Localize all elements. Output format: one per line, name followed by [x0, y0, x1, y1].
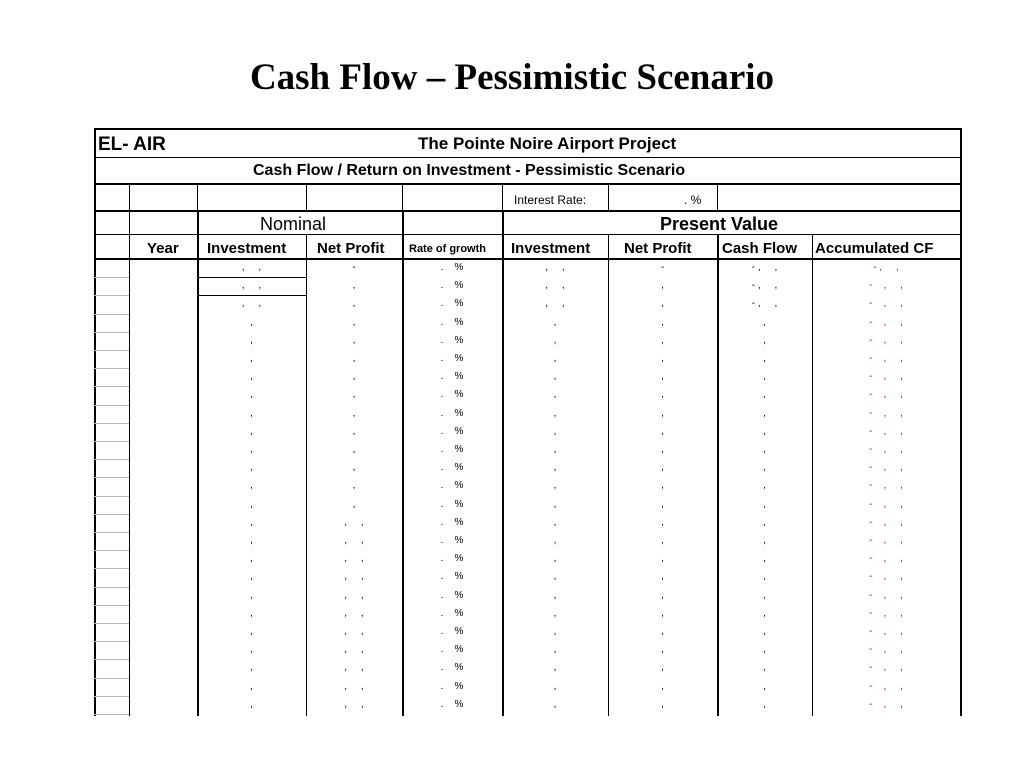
row-divider — [94, 659, 129, 660]
cell-accumulated-cf: - , , — [869, 371, 903, 383]
cell-cash-flow: , — [763, 607, 766, 619]
row-divider — [94, 641, 129, 642]
grid-line — [94, 183, 961, 185]
cell-pv-net-profit: , — [661, 480, 664, 492]
group-header-present-value: Present Value — [660, 214, 779, 234]
cell-investment: , — [250, 371, 253, 383]
cell-cash-flow: , — [763, 498, 766, 510]
cell-investment: , — [250, 425, 253, 437]
cell-pv-net-profit: , — [661, 571, 664, 583]
cell-accumulated-cf: - , , — [869, 626, 903, 637]
cell-accumulated-cf: - , , — [869, 698, 903, 710]
row-divider — [94, 423, 129, 424]
cell-year — [129, 405, 197, 423]
cell-pv-net-profit: , — [661, 535, 664, 546]
cell-year — [129, 459, 197, 477]
row-divider — [94, 477, 129, 478]
cell-year — [129, 332, 197, 350]
row-divider — [94, 550, 129, 551]
cell-cash-flow: , — [763, 353, 766, 364]
cell-pv-net-profit: , — [661, 407, 664, 419]
interest-rate-value: . % — [684, 193, 702, 207]
cell-rate: . % — [440, 698, 464, 710]
cell-net-profit: , — [352, 334, 356, 346]
investment-underline — [197, 277, 306, 278]
cell-accumulated-cf: - , , — [869, 462, 903, 474]
cell-pv-investment: , , — [545, 262, 565, 273]
cell-rate: . % — [440, 444, 464, 455]
cell-investment: , — [250, 607, 253, 619]
cell-rate: . % — [440, 589, 464, 601]
cell-accumulated-cf: - , , — [869, 389, 903, 401]
cell-net-profit: , — [352, 444, 356, 455]
cell-rate: . % — [440, 607, 464, 619]
cell-year — [129, 314, 197, 332]
cell-net-profit: , , — [344, 535, 364, 546]
cell-pv-net-profit: , — [661, 462, 664, 474]
cell-pv-net-profit: , — [661, 334, 664, 346]
cell-investment: , — [250, 498, 253, 510]
cell-net-profit: , — [352, 407, 356, 419]
cell-pv-investment: , — [553, 553, 557, 565]
grid-line — [197, 184, 198, 211]
slide-title: Cash Flow – Pessimistic Scenario — [249, 57, 775, 98]
cell-investment: , — [250, 516, 253, 528]
cell-net-profit: , , — [344, 644, 364, 656]
cell-rate: . % — [440, 498, 464, 510]
cell-cash-flow: , — [763, 698, 766, 710]
cell-accumulated-cf: - , , — [869, 535, 903, 546]
cell-year — [129, 587, 197, 605]
col-header-rate-of-growth: Rate of growth — [409, 243, 486, 255]
row-divider — [94, 623, 129, 624]
cell-year — [129, 386, 197, 404]
cell-pv-net-profit: , — [661, 698, 664, 710]
cell-cash-flow: , — [763, 462, 766, 474]
cell-pv-net-profit: , — [661, 425, 664, 437]
grid-line — [129, 184, 130, 211]
cell-rate: . % — [440, 662, 464, 674]
cell-investment: , — [250, 680, 253, 692]
cell-cash-flow: , — [763, 644, 766, 656]
cell-pv-investment: , — [553, 698, 557, 710]
cell-rate: . % — [440, 462, 464, 474]
cell-net-profit: , — [352, 480, 356, 492]
cell-pv-investment: , — [553, 444, 557, 455]
row-divider — [94, 332, 129, 333]
cell-accumulated-cf: - , , — [869, 444, 903, 455]
cell-net-profit: , — [352, 371, 356, 383]
row-divider — [94, 496, 129, 497]
cell-pv-investment: , — [553, 353, 557, 364]
cell-rate: . % — [440, 298, 464, 310]
col-header-net-profit: Net Profit — [317, 240, 385, 257]
cell-net-profit: , , — [344, 680, 364, 692]
cell-rate: . % — [440, 280, 464, 292]
cell-investment: , , — [241, 262, 262, 273]
col-header-year: Year — [147, 240, 179, 257]
cell-year — [129, 423, 197, 441]
grid-line — [402, 184, 403, 211]
cell-accumulated-cf: - , , — [869, 607, 903, 619]
cell-net-profit: , , — [344, 553, 364, 565]
cell-pv-investment: , — [553, 334, 557, 346]
cell-pv-net-profit: , — [661, 316, 664, 328]
cell-accumulated-cf: - , , — [869, 407, 903, 419]
cell-cash-flow: , — [763, 571, 766, 583]
row-divider — [94, 714, 129, 715]
cell-cash-flow: , — [763, 407, 766, 419]
cell-investment: , — [250, 316, 253, 328]
grid-line — [960, 258, 962, 716]
cell-pv-investment: , — [553, 626, 557, 637]
cell-rate: . % — [440, 480, 464, 492]
row-divider — [94, 277, 129, 278]
cash-flow-sheet — [94, 128, 961, 716]
cell-rate: . % — [440, 262, 464, 273]
grid-line — [94, 210, 961, 212]
cell-accumulated-cf: - , , — [869, 498, 903, 510]
cell-pv-net-profit: , — [661, 280, 664, 292]
grid-line — [717, 184, 718, 211]
cell-net-profit: , , — [344, 698, 364, 710]
sheet-subtitle: Cash Flow / Return on Investment - Pessimistic Scenario — [253, 162, 686, 179]
cell-pv-net-profit: , — [661, 607, 664, 619]
cell-accumulated-cf: - , , — [869, 571, 903, 583]
cell-cash-flow: , — [763, 480, 766, 492]
cell-accumulated-cf: - , , — [869, 516, 903, 528]
cell-year — [129, 550, 197, 568]
cell-rate: . % — [440, 316, 464, 328]
cell-pv-investment: , — [553, 462, 557, 474]
row-divider — [94, 459, 129, 460]
cell-pv-net-profit: , — [661, 444, 664, 455]
grid-line — [306, 184, 307, 211]
cell-pv-net-profit: - — [660, 262, 665, 273]
cell-pv-investment: , — [553, 407, 557, 419]
cell-investment: , — [250, 444, 253, 455]
cell-cash-flow: , — [763, 662, 766, 674]
grid-line — [960, 128, 962, 258]
cell-year — [129, 641, 197, 659]
cell-accumulated-cf: - , , — [869, 334, 903, 346]
cell-accumulated-cf: - , , — [869, 680, 903, 692]
cell-net-profit: , — [352, 280, 356, 292]
row-divider — [94, 405, 129, 406]
company-name: EL- AIR — [98, 134, 166, 155]
cell-investment: , — [250, 662, 253, 674]
cell-pv-investment: , — [553, 607, 557, 619]
cell-accumulated-cf: - , , — [869, 425, 903, 437]
cell-year — [129, 259, 197, 277]
cell-cash-flow: , — [763, 553, 766, 565]
cell-accumulated-cf: - , , — [869, 316, 903, 328]
row-divider — [94, 532, 129, 533]
cell-cash-flow: , — [763, 535, 766, 546]
cell-year — [129, 659, 197, 677]
cell-rate: . % — [440, 535, 464, 546]
cell-year — [129, 350, 197, 368]
cell-investment: , — [250, 389, 253, 401]
cell-net-profit: - — [352, 262, 356, 273]
cell-pv-net-profit: , — [661, 353, 664, 364]
cell-pv-investment: , — [553, 644, 557, 656]
cell-net-profit: , — [352, 498, 356, 510]
row-divider — [94, 587, 129, 588]
cell-pv-net-profit: , — [661, 553, 664, 565]
row-divider — [94, 605, 129, 606]
cell-investment: , , — [241, 298, 262, 310]
cell-cash-flow: , — [763, 371, 766, 383]
cell-pv-net-profit: , — [661, 589, 664, 601]
cell-cash-flow: - , , — [751, 280, 778, 292]
cell-net-profit: , , — [344, 662, 364, 674]
grid-line — [94, 234, 961, 235]
cell-year — [129, 496, 197, 514]
cell-year — [129, 605, 197, 623]
cell-net-profit: , — [352, 389, 356, 401]
col-header-pv-investment: Investment — [511, 240, 591, 257]
cell-net-profit: , — [352, 462, 356, 474]
cell-pv-investment: , , — [545, 298, 565, 310]
cell-investment: , — [250, 407, 253, 419]
cell-investment: , — [250, 353, 253, 364]
cell-accumulated-cf: - , , — [873, 262, 899, 273]
cell-rate: . % — [440, 425, 464, 437]
cell-rate: . % — [440, 553, 464, 565]
cell-cash-flow: , — [763, 444, 766, 455]
cell-pv-net-profit: , — [661, 662, 664, 674]
interest-rate-label: Interest Rate: — [514, 193, 587, 207]
cell-net-profit: , , — [344, 626, 364, 637]
cell-pv-net-profit: , — [661, 389, 664, 401]
row-divider — [94, 441, 129, 442]
cell-pv-investment: , , — [545, 280, 565, 292]
cell-rate: . % — [440, 407, 464, 419]
row-divider — [94, 696, 129, 697]
cell-accumulated-cf: - , , — [869, 644, 903, 656]
cell-pv-investment: , — [553, 571, 557, 583]
cell-pv-net-profit: , — [661, 626, 664, 637]
col-header-pv-net-profit: Net Profit — [624, 240, 692, 257]
cell-year — [129, 368, 197, 386]
cell-pv-investment: , — [553, 389, 557, 401]
cell-cash-flow: , — [763, 316, 766, 328]
cell-investment: , — [250, 589, 253, 601]
grid-line — [94, 157, 961, 158]
row-divider — [94, 295, 129, 296]
cell-year — [129, 696, 197, 714]
cell-year — [129, 623, 197, 641]
cell-net-profit: , , — [344, 589, 364, 601]
cell-cash-flow: , — [763, 425, 766, 437]
row-divider — [94, 514, 129, 515]
cell-cash-flow: , — [763, 516, 766, 528]
cell-pv-investment: , — [553, 316, 557, 328]
row-divider — [94, 386, 129, 387]
grid-line — [502, 184, 503, 211]
cell-year — [129, 514, 197, 532]
cell-investment: , — [250, 462, 253, 474]
group-header-nominal: Nominal — [260, 214, 327, 234]
project-title: The Pointe Noire Airport Project — [418, 134, 677, 153]
cell-year — [129, 477, 197, 495]
cell-cash-flow: , — [763, 589, 766, 601]
cell-year — [129, 277, 197, 295]
cell-pv-net-profit: , — [661, 516, 664, 528]
cell-year — [129, 568, 197, 586]
cell-year — [129, 441, 197, 459]
cell-net-profit: , — [352, 353, 356, 364]
cell-cash-flow: , — [763, 389, 766, 401]
cell-investment: , — [250, 535, 253, 546]
row-divider — [94, 350, 129, 351]
cell-pv-investment: , — [553, 516, 557, 528]
cell-investment: , — [250, 644, 253, 656]
cell-investment: , — [250, 571, 253, 583]
cell-net-profit: , , — [344, 516, 364, 528]
cell-pv-investment: , — [553, 680, 557, 692]
cell-investment: , , — [241, 280, 262, 292]
cell-pv-net-profit: , — [661, 680, 664, 692]
col-header-investment: Investment — [207, 240, 287, 257]
cell-rate: . % — [440, 516, 464, 528]
cell-cash-flow: , — [763, 680, 766, 692]
investment-underline — [197, 295, 306, 296]
cell-net-profit: , , — [344, 607, 364, 619]
col-header-cash-flow: Cash Flow — [722, 240, 798, 257]
cell-rate: . % — [440, 644, 464, 656]
cell-pv-net-profit: , — [661, 298, 664, 310]
cell-investment: , — [250, 698, 253, 710]
cell-rate: . % — [440, 353, 464, 364]
cell-pv-investment: , — [553, 662, 557, 674]
cell-year — [129, 295, 197, 313]
cell-year — [129, 678, 197, 696]
cell-accumulated-cf: - , , — [869, 280, 903, 292]
cell-net-profit: , — [352, 425, 356, 437]
cell-rate: . % — [440, 626, 464, 637]
cell-pv-investment: , — [553, 480, 557, 492]
cell-pv-net-profit: , — [661, 498, 664, 510]
cell-net-profit: , — [352, 298, 356, 310]
cell-pv-investment: , — [553, 589, 557, 601]
cell-pv-investment: , — [553, 498, 557, 510]
cell-pv-investment: , — [553, 371, 557, 383]
cell-accumulated-cf: - , , — [869, 553, 903, 565]
cell-accumulated-cf: - , , — [869, 480, 903, 492]
cell-rate: . % — [440, 680, 464, 692]
cell-cash-flow: , — [763, 626, 766, 637]
cell-year — [129, 532, 197, 550]
cell-cash-flow: - , , — [751, 298, 778, 310]
cell-pv-investment: , — [553, 535, 557, 546]
cell-accumulated-cf: - , , — [869, 589, 903, 601]
cell-rate: . % — [440, 571, 464, 583]
cell-accumulated-cf: - , , — [869, 662, 903, 674]
cell-net-profit: , — [352, 316, 356, 328]
col-header-accumulated-cf: Accumulated CF — [815, 240, 934, 257]
cell-pv-net-profit: , — [661, 644, 664, 656]
cell-investment: , — [250, 626, 253, 637]
cell-cash-flow: - , , — [751, 262, 778, 273]
grid-line — [94, 128, 961, 130]
row-divider — [94, 314, 129, 315]
grid-line — [608, 184, 609, 211]
row-divider — [94, 568, 129, 569]
cell-rate: . % — [440, 334, 464, 346]
cell-investment: , — [250, 553, 253, 565]
cell-rate: . % — [440, 389, 464, 401]
cell-cash-flow: , — [763, 334, 766, 346]
cell-pv-net-profit: , — [661, 371, 664, 383]
cell-investment: , — [250, 480, 253, 492]
cell-rate: . % — [440, 371, 464, 383]
cell-accumulated-cf: - , , — [869, 298, 903, 310]
cell-net-profit: , , — [344, 571, 364, 583]
row-divider — [94, 368, 129, 369]
row-divider — [94, 678, 129, 679]
cell-pv-investment: , — [553, 425, 557, 437]
cell-investment: , — [250, 334, 253, 346]
cell-accumulated-cf: - , , — [869, 353, 903, 364]
